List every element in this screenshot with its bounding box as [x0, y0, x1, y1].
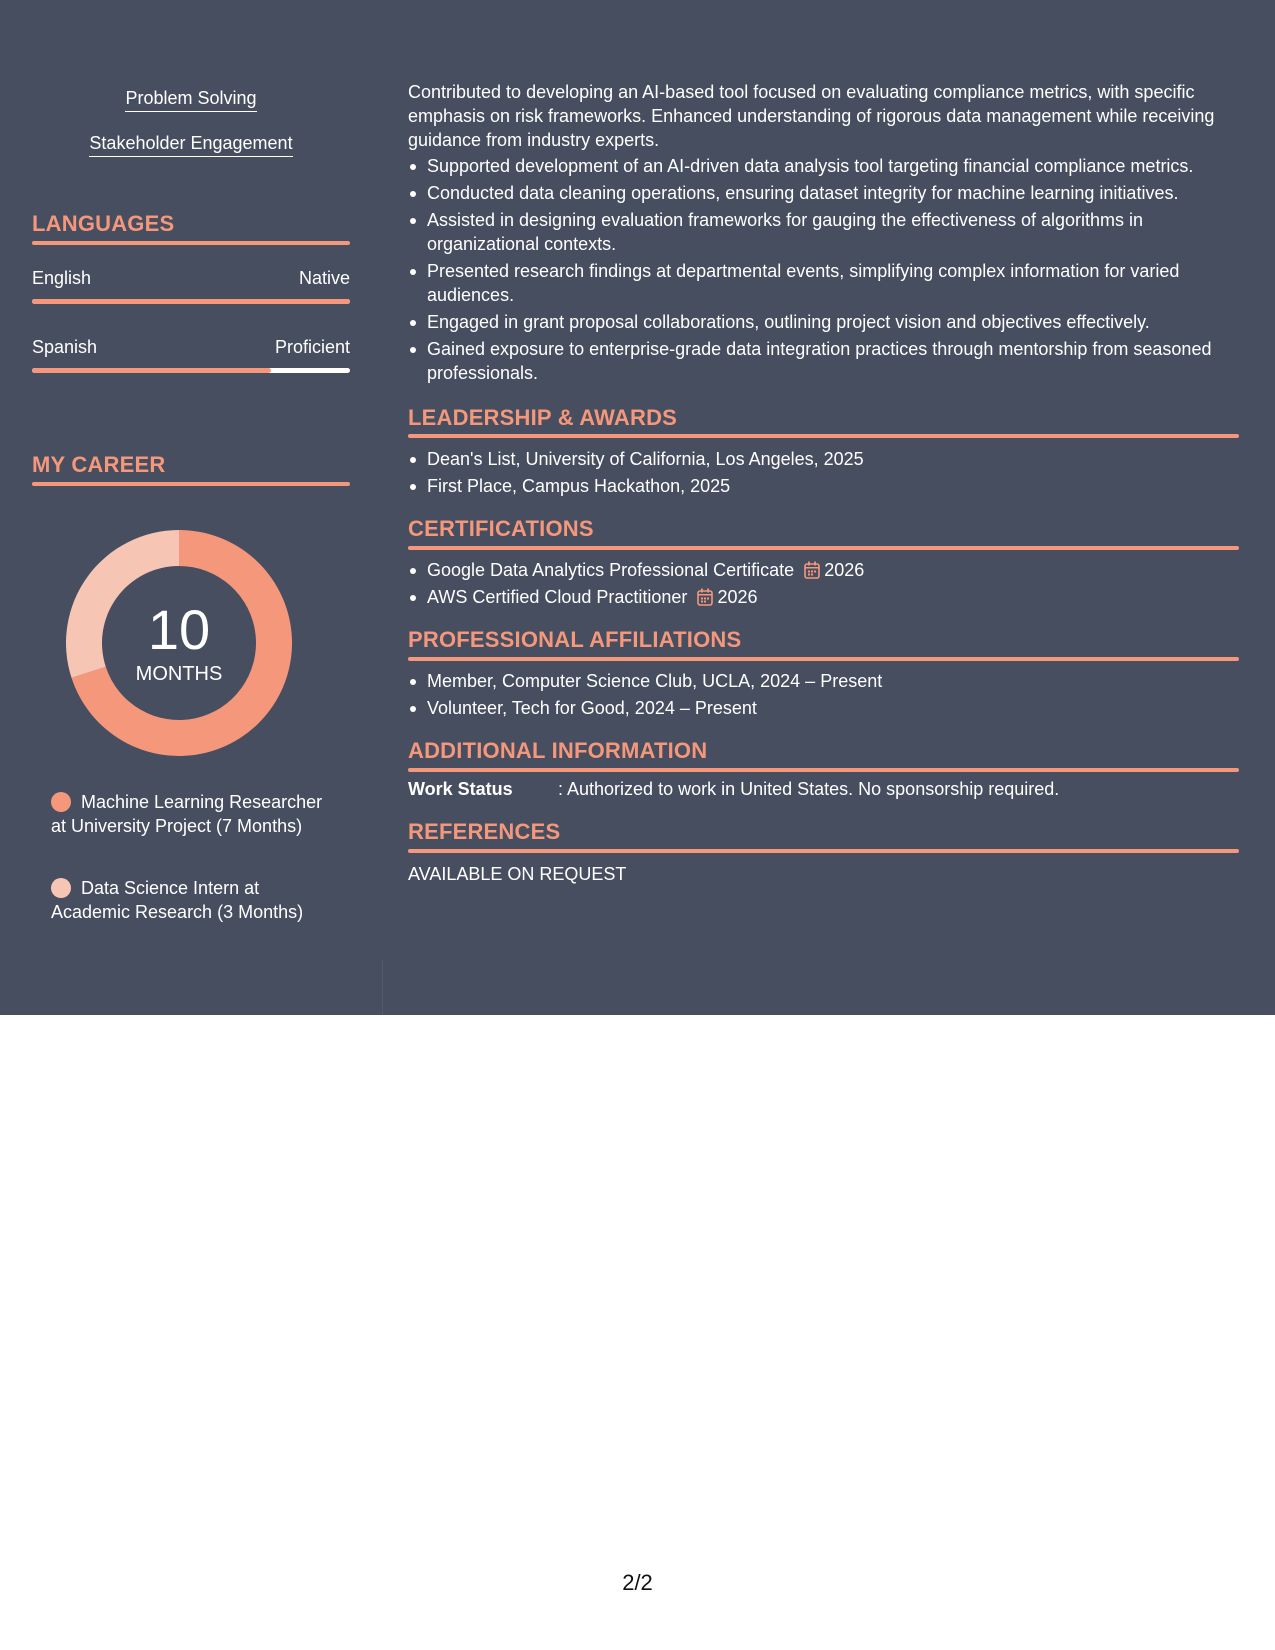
career-total-unit: MONTHS [135, 663, 223, 685]
career-legend-item [51, 790, 341, 838]
list-item [408, 558, 1240, 582]
additional-rule [408, 768, 1239, 772]
list-item: Volunteer, Tech for Good, 2024 – Present [408, 696, 1240, 720]
certifications-list [408, 558, 1240, 612]
page-number: 2/2 [622, 1570, 653, 1595]
references-text: AVAILABLE ON REQUEST [408, 864, 627, 884]
language-bar [32, 368, 350, 373]
experience-bullets [408, 154, 1240, 388]
language-name: English [32, 268, 92, 288]
list-item: Supported development of an AI-driven data analysis tool targeting financial compliance metrics. [408, 154, 1240, 178]
skill-item [32, 88, 350, 112]
leadership-title: LEADERSHIP & AWARDS [408, 405, 678, 430]
career-title: MY CAREER [32, 452, 166, 477]
affiliations-rule [408, 657, 1239, 661]
language-level: Native [298, 268, 350, 288]
work-status-label: Work Status [408, 779, 513, 799]
career-total-value: 10 [147, 598, 211, 661]
list-item [408, 585, 1240, 609]
list-item: Gained exposure to enterprise-grade data integration practices through mentorship from seasoned professionals. [408, 337, 1240, 385]
language-bar-fill [32, 368, 271, 373]
languages-title: LANGUAGES [32, 211, 175, 236]
references-title: REFERENCES [408, 819, 561, 844]
career-legend-item [51, 876, 341, 924]
certification-year: 2026 [717, 587, 758, 607]
list-item: Presented research findings at departmental events, simplifying complex information for varied audiences. [408, 259, 1240, 307]
certification-name: AWS Certified Cloud Practitioner [427, 587, 688, 607]
column-divider [382, 960, 383, 1015]
experience-summary: Contributed to developing an AI-based tool focused on evaluating compliance metrics, with specific emphasis on risk frameworks. Enhanced understanding of rigorous data management while receiving guidance from industry experts. [408, 82, 1215, 150]
certification-name: Google Data Analytics Professional Certificate [427, 560, 795, 580]
languages-rule [32, 241, 350, 245]
affiliations-list [408, 669, 1240, 723]
calendar-icon [804, 561, 820, 579]
legend-dot [51, 878, 71, 898]
legend-label: Machine Learning Researcher at University Project (7 Months) [51, 792, 323, 836]
work-status-value: : Authorized to work in United States. No sponsorship required. [558, 779, 1060, 799]
list-item: First Place, Campus Hackathon, 2025 [408, 474, 1240, 498]
calendar-icon [697, 588, 713, 606]
certifications-rule [408, 546, 1239, 550]
list-item: Assisted in designing evaluation frameworks for gauging the effectiveness of algorithms in organizational contexts. [408, 208, 1240, 256]
language-bar-fill [32, 299, 350, 304]
list-item: Engaged in grant proposal collaborations, outlining project vision and objectives effectively. [408, 310, 1240, 334]
skill-label: Problem Solving [125, 88, 256, 112]
list-item: Conducted data cleaning operations, ensuring dataset integrity for machine learning initiatives. [408, 181, 1240, 205]
legend-dot [51, 792, 71, 812]
language-level: Proficient [274, 337, 350, 357]
leadership-list [408, 447, 1240, 501]
career-rule [32, 482, 350, 486]
language-name: Spanish [32, 337, 98, 357]
skill-label: Stakeholder Engagement [89, 133, 292, 157]
leadership-rule [408, 434, 1239, 438]
legend-label: Data Science Intern at Academic Research (3 Months) [51, 878, 304, 922]
additional-title: ADDITIONAL INFORMATION [408, 738, 708, 763]
certifications-title: CERTIFICATIONS [408, 516, 594, 541]
language-bar [32, 299, 350, 304]
certification-year: 2026 [824, 560, 865, 580]
list-item: Member, Computer Science Club, UCLA, 2024 – Present [408, 669, 1240, 693]
list-item: Dean's List, University of California, Los Angeles, 2025 [408, 447, 1240, 471]
affiliations-title: PROFESSIONAL AFFILIATIONS [408, 627, 742, 652]
skill-item [32, 133, 350, 157]
references-rule [408, 849, 1239, 853]
